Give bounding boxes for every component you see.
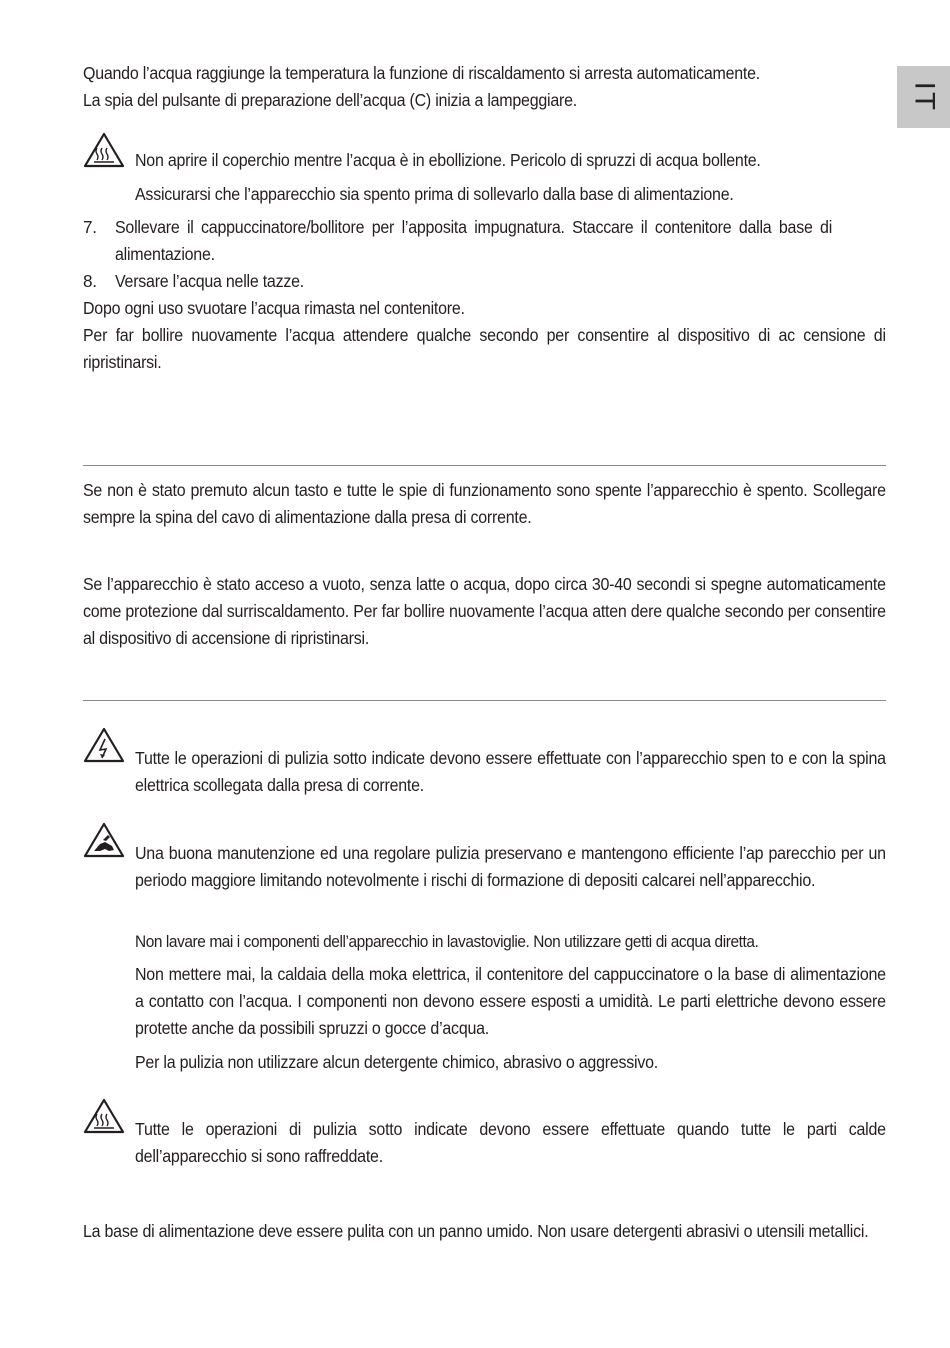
warning-line: Una buona manutenzione ed una regolare pulizia preservano e mantengono efficiente l’ap parecchio per un periodo maggiore limitando notevolmente i rischi di formazione di depositi calcarei nell’apparecchio. [135, 843, 886, 890]
paragraph: Dopo ogni uso svuotare l’acqua rimasta nel contenitore. [83, 298, 465, 318]
section-overheat [83, 571, 886, 652]
step-text: Sollevare il cappuccinatore/bollitore per l’apposita impugnatura. Staccare il contenitore dalla base di alimentazione. [115, 217, 833, 264]
hot-cleaning-warning-text [83, 1116, 886, 1170]
hot-warning-text-2 [83, 181, 886, 208]
section-auto-off [83, 477, 886, 531]
maintenance-text [83, 840, 886, 894]
language-tab-label: IT [908, 81, 939, 113]
warning-line: Assicurarsi che l’apparecchio sia spento prima di sollevarlo dalla base di alimentazione. [135, 184, 734, 204]
maintenance-text-3 [83, 961, 886, 1042]
section-divider [83, 700, 886, 701]
section-water-boil [83, 60, 886, 114]
paragraph: Se non è stato premuto alcun tasto e tutte le spie di funzionamento sono spente l’apparecchio è spento. Scollegare sempre la spina del cavo di alimentazione dalla presa di corrente. [83, 480, 886, 527]
warning-line: Tutte le operazioni di pulizia sotto indicate devono essere effettuate con l’apparecchio spen to e con la spina elettrica scollegata dalla presa di corrente. [135, 748, 886, 795]
step-text: Versare l’acqua nelle tazze. [115, 271, 304, 291]
paragraph: La base di alimentazione deve essere pulita con un panno umido. Non usare detergenti abrasivi o utensili metallici. [83, 1221, 869, 1241]
list-item [83, 268, 886, 295]
list-item [83, 214, 886, 268]
step-number: 7. [83, 217, 97, 237]
maintenance-text-2 [83, 928, 886, 955]
warning-line: Non mettere mai, la caldaia della moka elettrica, il contenitore del cappuccinatore o la base di alimentazione a contatto con l’acqua. I componenti non devono essere esposti a umidità. Le parti elettriche devono essere protette anche da possibili spruzzi o gocce d’acqua. [135, 964, 886, 1038]
paragraph: Per far bollire nuovamente l’acqua attendere qualche secondo per consentire al dispositivo di ac censione di ripristinarsi. [83, 325, 886, 372]
warning-line: Non aprire il coperchio mentre l’acqua è in ebollizione. Pericolo di spruzzi di acqua bollente. [135, 150, 761, 170]
section-divider [83, 465, 886, 466]
steps-list [83, 214, 886, 376]
maintenance-text-4 [83, 1049, 886, 1076]
warning-line: Tutte le operazioni di pulizia sotto indicate devono essere effettuate quando tutte le parti calde dell’apparecchio si sono raffreddate. [135, 1119, 886, 1166]
warning-line: Per la pulizia non utilizzare alcun detergente chimico, abrasivo o aggressivo. [135, 1052, 658, 1072]
paragraph: La spia del pulsante di preparazione dell’acqua (C) inizia a lampeggiare. [83, 90, 577, 110]
warning-line: Non lavare mai i componenti dell’apparecchio in lavastoviglie. Non utilizzare getti di acqua diretta. [135, 932, 759, 951]
paragraph: Quando l’acqua raggiunge la temperatura la funzione di riscaldamento si arresta automaticamente. [83, 63, 760, 83]
language-tab [897, 66, 950, 128]
step-number: 8. [83, 271, 97, 291]
base-cleaning-paragraph [83, 1218, 886, 1245]
hot-warning-text [83, 147, 886, 174]
paragraph: Se l’apparecchio è stato acceso a vuoto, senza latte o acqua, dopo circa 30-40 secondi si spegne automaticamente come protezione dal surriscaldamento. Per far bollire nuovamente l’acqua atten dere qualche secondo per consentire al dispositivo di accensione di ripristinarsi. [83, 574, 886, 648]
electric-warning-text [83, 745, 886, 799]
